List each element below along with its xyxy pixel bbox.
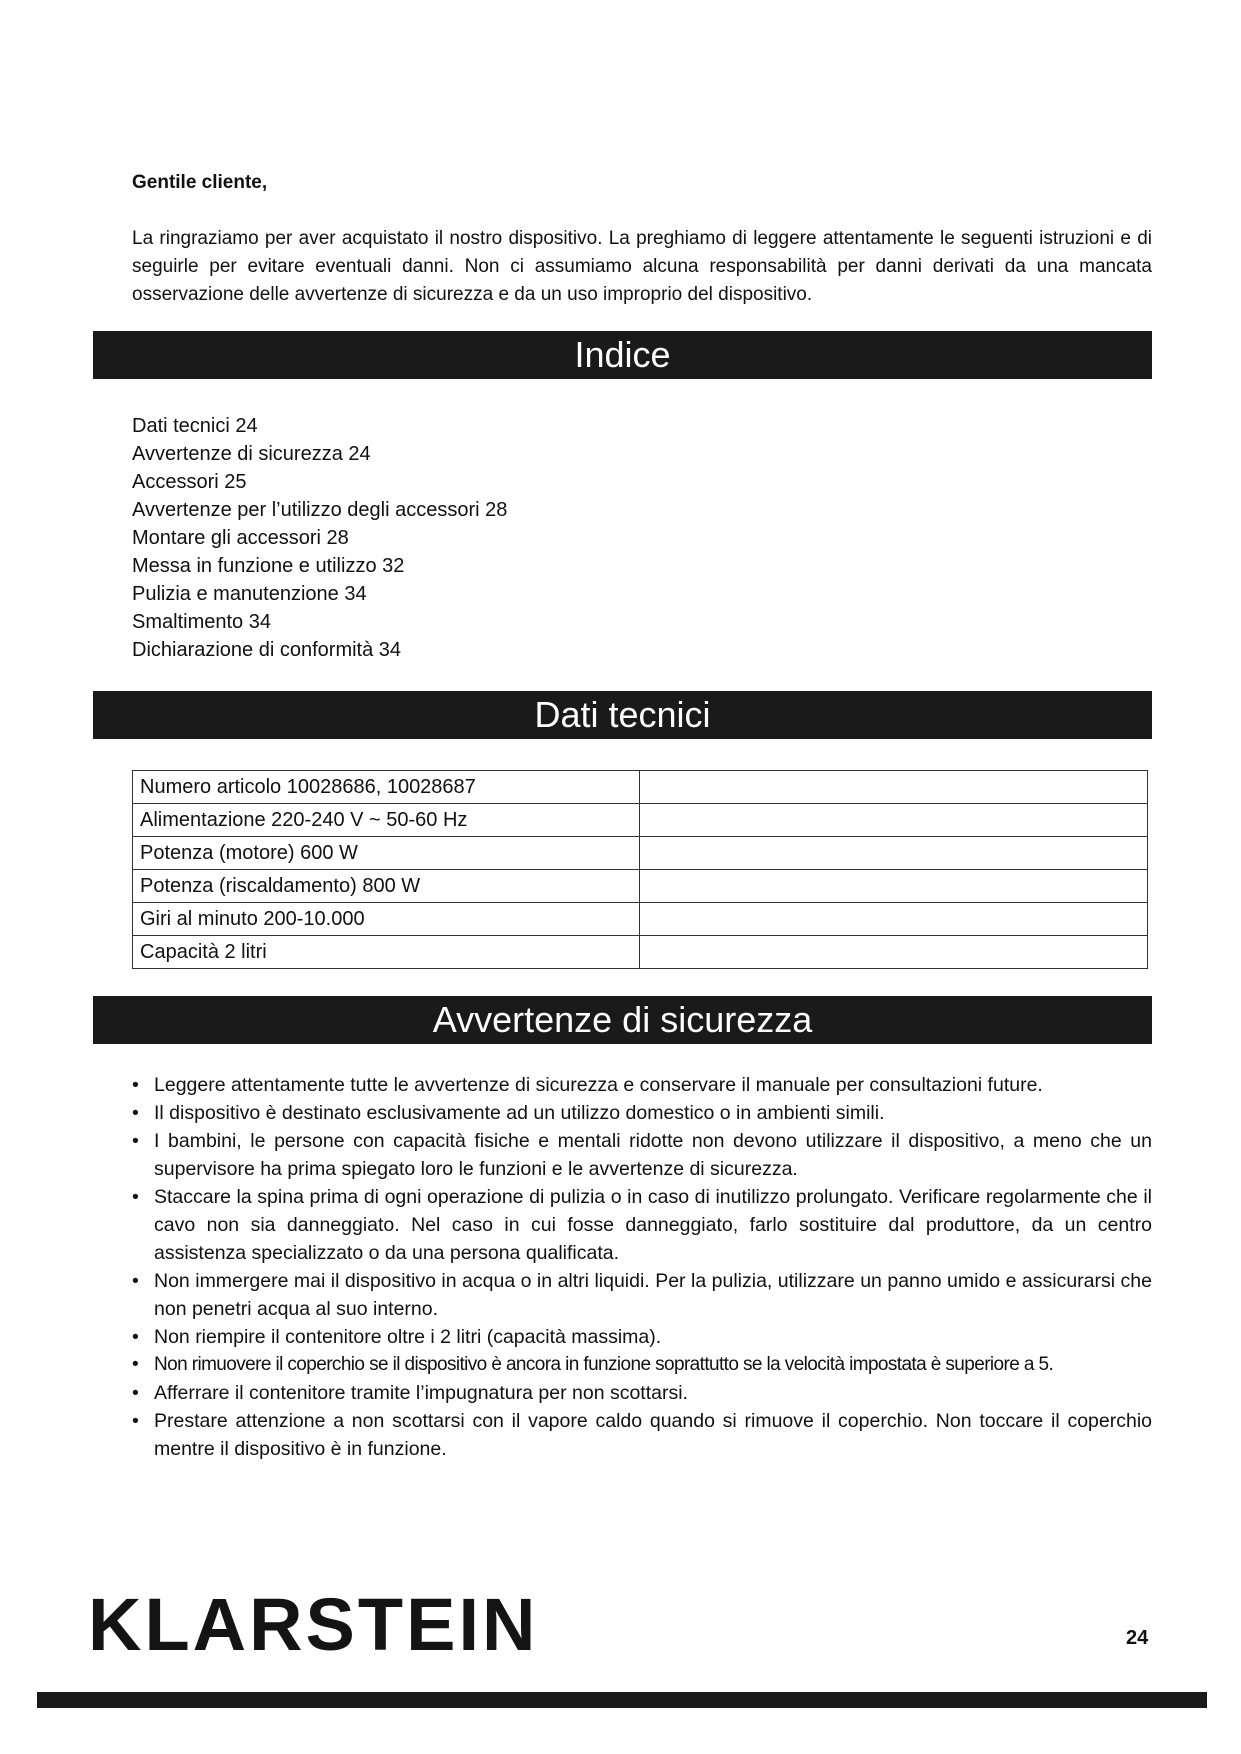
brand-logo: KLARSTEIN [88,1583,539,1666]
toc-item: Dati tecnici 24 [132,415,258,437]
safety-item: • Leggere attentamente tutte le avvertenze di sicurezza e conservare il manuale per consultazioni future. [132,1071,1152,1099]
safety-item: • I bambini, le persone con capacità fisiche e mentali ridotte non devono utilizzare il dispositivo, a meno che un supervisore ha prima spiegato loro le funzioni e le avvertenze di sicurezza. [132,1127,1152,1183]
spec-empty-cell [640,870,1148,903]
spec-cell: Alimentazione 220-240 V ~ 50-60 Hz [133,804,640,837]
spec-cell: Potenza (motore) 600 W [133,837,640,870]
safety-list [132,1071,1152,1463]
intro-text: La ringraziamo per aver acquistato il nostro dispositivo. La preghiamo di leggere attentamente le seguenti istruzioni e di seguirle per evitare eventuali danni. Non ci assumiamo alcuna responsabilità per danni derivati da una mancata osservazione delle avvertenze di sicurezza e da un uso improprio del dispositivo. [132,228,1152,305]
table-of-contents [132,412,507,664]
spec-empty-cell [640,903,1148,936]
safety-item: • Il dispositivo è destinato esclusivamente ad un utilizzo domestico o in ambienti simili. [132,1099,1152,1127]
toc-item: Accessori 25 [132,471,247,493]
spec-empty-cell [640,837,1148,870]
toc-item: Pulizia e manutenzione 34 [132,583,367,605]
safety-item: • Staccare la spina prima di ogni operazione di pulizia o in caso di inutilizzo prolungato. Verificare regolarmente che il cavo non sia danneggiato. Nel caso in cui fosse danneggiato, farlo sostituire dal produttore, da un centro assistenza specializzato o da una persona qualificata. [132,1183,1152,1267]
spec-cell: Numero articolo 10028686, 10028687 [133,771,640,804]
spec-cell: Potenza (riscaldamento) 800 W [133,870,640,903]
spec-empty-cell [640,936,1148,969]
safety-item: • Afferrare il contenitore tramite l’impugnatura per non scottarsi. [132,1379,1152,1407]
section-header-specs [93,691,1152,739]
table-row [133,870,1148,903]
spec-empty-cell [640,771,1148,804]
toc-item: Messa in funzione e utilizzo 32 [132,555,405,577]
spec-empty-cell [640,804,1148,837]
table-row [133,936,1148,969]
toc-item: Avvertenze di sicurezza 24 [132,443,371,465]
table-row [133,771,1148,804]
toc-item: Montare gli accessori 28 [132,527,349,549]
section-header-index [93,331,1152,379]
specs-table [132,770,1148,969]
table-row [133,903,1148,936]
spec-cell: Capacità 2 litri [133,936,640,969]
section-title-specs: Dati tecnici [534,694,711,735]
toc-item: Dichiarazione di conformità 34 [132,639,402,661]
table-row [133,837,1148,870]
safety-item: • Non riempire il contenitore oltre i 2 litri (capacità massima). [132,1323,1152,1351]
safety-item: • Non immergere mai il dispositivo in acqua o in altri liquidi. Per la pulizia, utilizzare un panno umido e assicurarsi che non penetri acqua al suo interno. [132,1267,1152,1323]
section-title-index: Indice [574,334,671,375]
toc-item: Avvertenze per l’utilizzo degli accessori 28 [132,499,508,521]
toc-item: Smaltimento 34 [132,611,271,633]
section-title-safety: Avvertenze di sicurezza [432,999,813,1040]
safety-item: • Prestare attenzione a non scottarsi con il vapore caldo quando si rimuove il coperchio. Non toccare il coperchio mentre il dispositivo è in funzione. [132,1407,1152,1463]
section-header-safety [93,996,1152,1044]
table-row [133,804,1148,837]
page-number: 24 [1126,1627,1149,1649]
safety-item: • Non rimuovere il coperchio se il dispositivo è ancora in funzione soprattutto se la velocità impostata è superiore a 5. [132,1351,1152,1379]
greeting: Gentile cliente, [132,172,268,193]
spec-cell: Giri al minuto 200-10.000 [133,903,640,936]
intro-paragraph [132,225,1152,309]
footer-rule [37,1692,1207,1708]
